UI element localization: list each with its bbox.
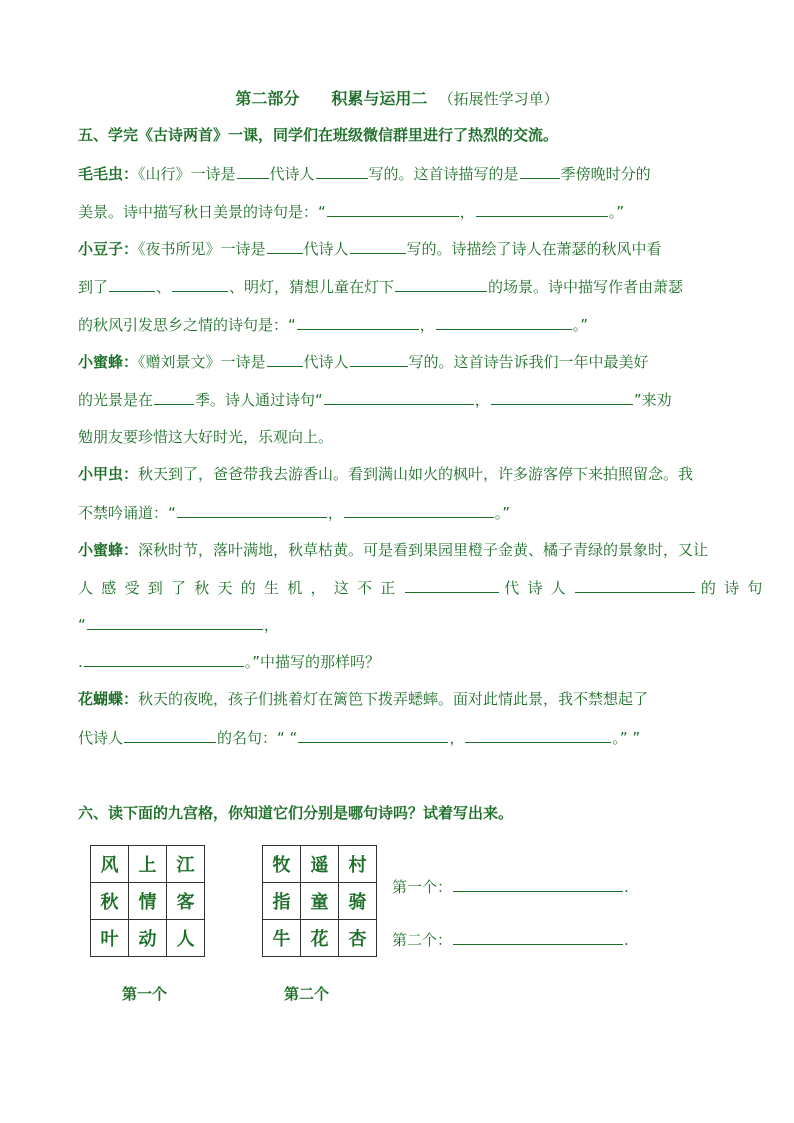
grid-cell: 骑: [339, 883, 377, 920]
speaker-xiaomifeng: 小蜜蜂：: [78, 353, 139, 371]
blank-season[interactable]: [154, 389, 194, 405]
huahudie-line1: 花蝴蝶：秋天的夜晚，孩子们挑着灯在篱笆下拨弄蟋蟀。面对此情此景，我不禁想起了: [78, 690, 649, 708]
blank-poet[interactable]: [350, 238, 406, 254]
blank-verse-1[interactable]: [87, 614, 263, 630]
grid-cell: 牛: [263, 920, 301, 957]
grid-cell: 江: [167, 846, 205, 883]
xiaojiachong-line2: 不禁吟诵道：“ ， 。”: [78, 504, 511, 522]
grid-cell: 上: [129, 846, 167, 883]
grid-cell: 动: [129, 920, 167, 957]
xiaomifeng2-line1: 小蜜蜂：深秋时节，落叶满地，秋草枯黄。可是看到果园里橙子金黄、橘子青绿的景象时，又让: [78, 541, 709, 559]
maomaochong-line2: 美景。诗中描写秋日美景的诗句是：“ ， 。”: [78, 203, 625, 221]
blank-poet[interactable]: [316, 163, 368, 179]
xiaomifeng1-line2: 的光景是在 季。诗人通过诗句“ ， ”来劝: [78, 391, 672, 409]
answer-2: 第二个： .: [392, 931, 629, 949]
speaker-maomaochong: 毛毛虫：: [78, 165, 139, 183]
grid-cell: 杏: [339, 920, 377, 957]
blank-dynasty[interactable]: [267, 351, 303, 367]
xiaodouzi-line1: 小豆子：《夜书所见》一诗是 代诗人 写的。诗描绘了诗人在萧瑟的秋风中看: [78, 240, 662, 258]
blank-verse-2[interactable]: [344, 502, 494, 518]
grid-cell: 人: [167, 920, 205, 957]
xiaodouzi-line3: 的秋风引发思乡之情的诗句是：“ ， 。”: [78, 316, 589, 334]
grid-cell: 村: [339, 846, 377, 883]
blank-scene[interactable]: [395, 276, 487, 292]
blank-image-2[interactable]: [172, 276, 228, 292]
xiaojiachong-line1: 小甲虫：秋天到了，爸爸带我去游香山。看到满山如火的枫叶，许多游客停下来拍照留念。我: [78, 465, 694, 483]
grid-2-caption: 第二个: [284, 985, 330, 1003]
grid-cell: 牧: [263, 846, 301, 883]
blank-poet[interactable]: [124, 727, 216, 743]
blank-verse-2[interactable]: [476, 201, 608, 217]
blank-verse-2[interactable]: [491, 389, 633, 405]
grid-cell: 情: [129, 883, 167, 920]
blank-dynasty[interactable]: [267, 238, 303, 254]
blank-verse-1[interactable]: [297, 314, 419, 330]
maomaochong-line1: 毛毛虫：《山行》一诗是 代诗人 写的。这首诗描写的是 季傍晚时分的: [78, 165, 651, 183]
answer-1: 第一个： .: [392, 878, 629, 896]
blank-verse-1[interactable]: [298, 727, 448, 743]
speaker-xiaomifeng: 小蜜蜂：: [78, 541, 139, 559]
speaker-xiaodouzi: 小豆子：: [78, 240, 139, 258]
blank-dynasty[interactable]: [237, 163, 269, 179]
blank-dynasty[interactable]: [405, 577, 499, 593]
blank-image-1[interactable]: [109, 276, 155, 292]
blank-poet[interactable]: [575, 577, 695, 593]
blank-verse-1[interactable]: [177, 502, 327, 518]
blank-verse-2[interactable]: [436, 314, 572, 330]
blank-verse-1[interactable]: [327, 201, 459, 217]
speaker-huahudie: 花蝴蝶：: [78, 690, 139, 708]
xiaodouzi-line2: 到了 、 、明灯，猜想儿童在灯下 的场景。诗中描写作者由萧瑟: [78, 278, 684, 296]
blank-season[interactable]: [520, 163, 560, 179]
grid-cell: 风: [91, 846, 129, 883]
answer-2-blank[interactable]: [453, 929, 623, 945]
speaker-xiaojiachong: 小甲虫：: [78, 465, 139, 483]
xiaomifeng2-line4: . 。”中描写的那样吗？: [78, 653, 381, 671]
grid-cell: 秋: [91, 883, 129, 920]
page-subtitle: （拓展性学习单）: [438, 90, 559, 108]
grid-cell: 遥: [301, 846, 339, 883]
grid-1-caption: 第一个: [122, 985, 168, 1003]
blank-verse-1[interactable]: [324, 389, 474, 405]
blank-verse-2[interactable]: [84, 651, 244, 667]
section6-heading: 六、读下面的九宫格，你知道它们分别是哪句诗吗？试着写出来。: [78, 804, 514, 822]
answer-1-blank[interactable]: [453, 876, 623, 892]
xiaomifeng1-line3: 勉朋友要珍惜这大好时光，乐观向上。: [78, 428, 334, 446]
nine-grid-1: [90, 845, 205, 957]
grid-cell: 花: [301, 920, 339, 957]
xiaomifeng1-line1: 小蜜蜂：《赠刘景文》一诗是 代诗人 写的。这首诗告诉我们一年中最美好: [78, 353, 649, 371]
huahudie-line2: 代诗人 的名句：“ “ ， 。” ”: [78, 729, 641, 747]
grid-cell: 指: [263, 883, 301, 920]
nine-grid-2: [262, 845, 377, 957]
grid-cell: 客: [167, 883, 205, 920]
blank-verse-2[interactable]: [465, 727, 611, 743]
page-title: 第二部分 积累与运用二 （拓展性学习单）: [235, 89, 559, 108]
section5-heading: 五、学完《古诗两首》一课，同学们在班级微信群里进行了热烈的交流。: [78, 126, 559, 144]
grid-cell: 童: [301, 883, 339, 920]
grid-cell: 叶: [91, 920, 129, 957]
xiaomifeng2-line3: “ ，: [78, 616, 279, 634]
blank-poet[interactable]: [350, 351, 408, 367]
xiaomifeng2-line2: 人感受到了秋天的生机，这不正 代诗人 的诗句: [78, 579, 771, 597]
